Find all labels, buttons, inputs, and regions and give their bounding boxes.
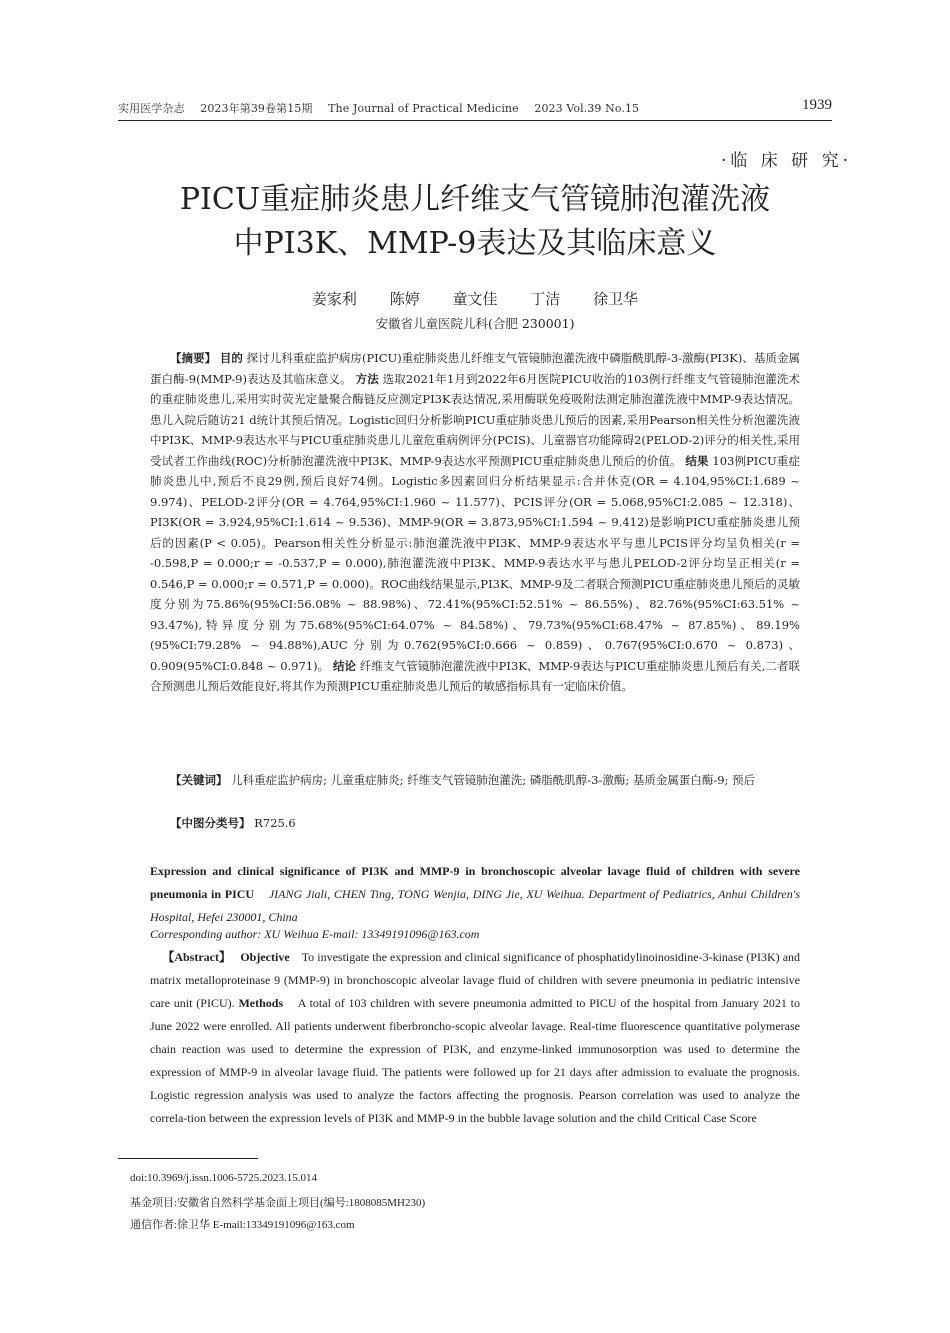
author: 丁洁	[530, 290, 561, 308]
fund-info: 基金项目:安徽省自然科学基金面上项目(编号:1808085MH230)	[130, 1197, 426, 1209]
issue-en: 2023 Vol.39 No.15	[534, 102, 640, 115]
article-title	[0, 178, 950, 266]
objective-label: 目的	[219, 351, 243, 365]
keywords-label: 【关键词】	[170, 773, 228, 787]
chinese-abstract	[150, 348, 800, 697]
results-label: 结果	[685, 453, 709, 468]
methods-text: 选取2021年1月到2022年6月医院PICU收治的103例行纤维支气管镜肺泡灌洗术的重症肺炎患儿,采用实时荧光定量聚合酶链反应测定PI3K表达情况,采用酶联免疫吸附法测定肺泡灌洗液中MMP-9表达情况。患儿入院后随访21 d统计其预后情况。Logistic回归分析影响PICU重症肺炎患儿预后的因素,采用Pearson相关性分析泡灌洗液中PI3K、MMP-9表达水平与PICU重症肺炎患儿儿童危重病例评分(PCIS)、儿童器官功能障碍2(PELOD-2)评分的相关性,采用受试者工作曲线(ROC)分析肺泡灌洗液中PI3K、MMP-9表达水平预测PICU重症肺炎患儿预后的价值。	[150, 371, 801, 468]
author-list	[0, 288, 950, 309]
footnote-divider	[118, 1158, 258, 1159]
english-title: Expression and clinical significance of PI3K and MMP-9 in bronchoscopic alveolar lavage fluid of children with severe pneumonia in PICU	[150, 864, 800, 901]
author: 童文佳	[452, 290, 498, 308]
doi: doi:10.3969/j.issn.1006-5725.2023.15.014	[130, 1172, 318, 1184]
title-line-1: PICU重症肺炎患儿纤维支气管镜肺泡灌洗液	[179, 182, 771, 217]
running-header	[118, 100, 651, 116]
clc-value: R725.6	[254, 816, 296, 830]
author: 陈婷	[389, 290, 420, 308]
en-abstract-label: 【Abstract】	[162, 950, 232, 964]
objective-text: 探讨儿科重症监护病房(PICU)重症肺炎患儿纤维支气管镜肺泡灌洗液中磷脂酰肌醇-3-激酶(PI3K)、基质金属蛋白酶-9(MMP-9)表达及其临床意义。	[150, 351, 801, 386]
affiliation: 安徽省儿童医院儿科(合肥 230001)	[375, 316, 575, 331]
en-objective-label: Objective	[240, 950, 290, 964]
title-line-2: 中PI3K、MMP-9表达及其临床意义	[233, 226, 717, 261]
methods-label: 方法	[355, 371, 379, 386]
english-authors-affiliation: JIANG Jiali, CHEN Ting, TONG Wenjia, DING Jie, XU Weihua. Department of Pediatrics, Anhui Children's Hospital, Hefei 230001, China	[150, 887, 800, 924]
section-label: ·临 床 研 究·	[720, 151, 852, 171]
clc-label: 【中图分类号】	[170, 816, 251, 830]
journal-name-en: The Journal of Practical Medicine	[328, 102, 519, 115]
author: 徐卫华	[593, 290, 639, 308]
conclusion-text: 纤维支气管镜肺泡灌洗液中PI3K、MMP-9表达与PICU重症肺炎患儿预后有关,二者联合预测患儿预后效能良好,将其作为预测PICU重症肺炎患儿预后的敏感指标具有一定临床价值。	[150, 658, 801, 693]
corresponding-author-cn: 通信作者:徐卫华 E-mail:13349191096@163.com	[130, 1219, 355, 1231]
keywords	[150, 770, 800, 791]
journal-name-cn: 实用医学杂志	[118, 102, 185, 115]
author: 姜家利	[311, 290, 357, 308]
english-title-block	[150, 860, 800, 929]
en-methods-text: A total of 103 children with severe pneumonia admitted to PICU of the hospital from January 2021 to June 2022 were enrolled. All patients underwent fiberbroncho-scopic alveolar lavage. Real-time fluorescence quantitative polymerase chain reaction was used to determine the expression of PI3K, and enzyme-linked immunosorption was used to determine the expression of MMP-9 in alveolar lavage fluid. The patients were followed up for 21 days after admission to evaluate the prognosis. Logistic regression analysis was used to analyze the factors affecting the prognosis. Pearson correlation was used to analyze the correla-tion between the expression levels of PI3K and MMP-9 in the bubble lavage solution and the child Critical Case Score	[150, 996, 800, 1125]
keywords-text: 儿科重症监护病房; 儿童重症肺炎; 纤维支气管镜肺泡灌洗; 磷脂酰肌醇-3-激酶; 基质金属蛋白酶-9; 预后	[231, 773, 756, 787]
issue-cn: 2023年第39卷第15期	[200, 102, 313, 115]
results-text: 103例PICU重症肺炎患儿中,预后不良29例,预后良好74例。Logistic多因素回归分析结果显示:合并休克(OR = 4.104,95%CI:1.689 ~ 9.974)、PELOD-2评分(OR = 4.764,95%CI:1.960 ~ 11.577)、PCIS评分(OR = 5.068,95%CI:2.085 ~ 12.318)、PI3K(OR = 3.924,95%CI:1.614 ~ 9.536)、MMP-9(OR = 3.873,95%CI:1.594 ~ 9.412)是影响PICU重症肺炎患儿预后的因素(P < 0.05)。Pearson相关性分析显示:肺泡灌洗液中PI3K、MMP-9表达水平与患儿PCIS评分均呈负相关(r = -0.598,P = 0.000;r = -0.537,P = 0.000),肺泡灌洗液中PI3K、MMP-9表达水平与患儿PELOD-2评分均呈正相关(r = 0.546,P = 0.000;r = 0.571,P = 0.000)。ROC曲线结果显示,PI3K、MMP-9及二者联合预测PICU重症肺炎患儿预后的灵敏度分别为75.86%(95%CI:56.08% ~ 88.98%)、72.41%(95%CI:52.51% ~ 86.55%)、82.76%(95%CI:63.51% ~ 93.47%),特异度分别为75.68%(95%CI:64.07% ~ 84.58%)、79.73%(95%CI:68.47% ~ 87.85%)、89.19%(95%CI:79.28% ~ 94.88%),AUC分别为0.762(95%CI:0.666 ~ 0.859)、0.767(95%CI:0.670 ~ 0.873)、0.909(95%CI:0.848 ~ 0.971)。	[150, 453, 801, 673]
page-number: 1939	[802, 97, 832, 113]
classification-number	[170, 813, 296, 834]
header-divider	[118, 120, 832, 121]
corresponding-author-en: Corresponding author: XU Weihua E-mail: 13349191096@163.com	[150, 927, 480, 941]
en-methods-label: Methods	[238, 996, 284, 1010]
abstract-label: 【摘要】	[170, 351, 217, 365]
en-objective-text: To investigate the expression and clinical significance of phosphatidylinoinosidine-3-kinase (PI3K) and matrix metalloproteinase 9 (MMP-9) in bronchoscopic alveolar lavage fluid of children with severe pneumonia in pediatric intensive care unit (PICU).	[150, 950, 801, 1010]
conclusion-label: 结论	[332, 658, 357, 673]
english-abstract	[150, 946, 800, 1130]
